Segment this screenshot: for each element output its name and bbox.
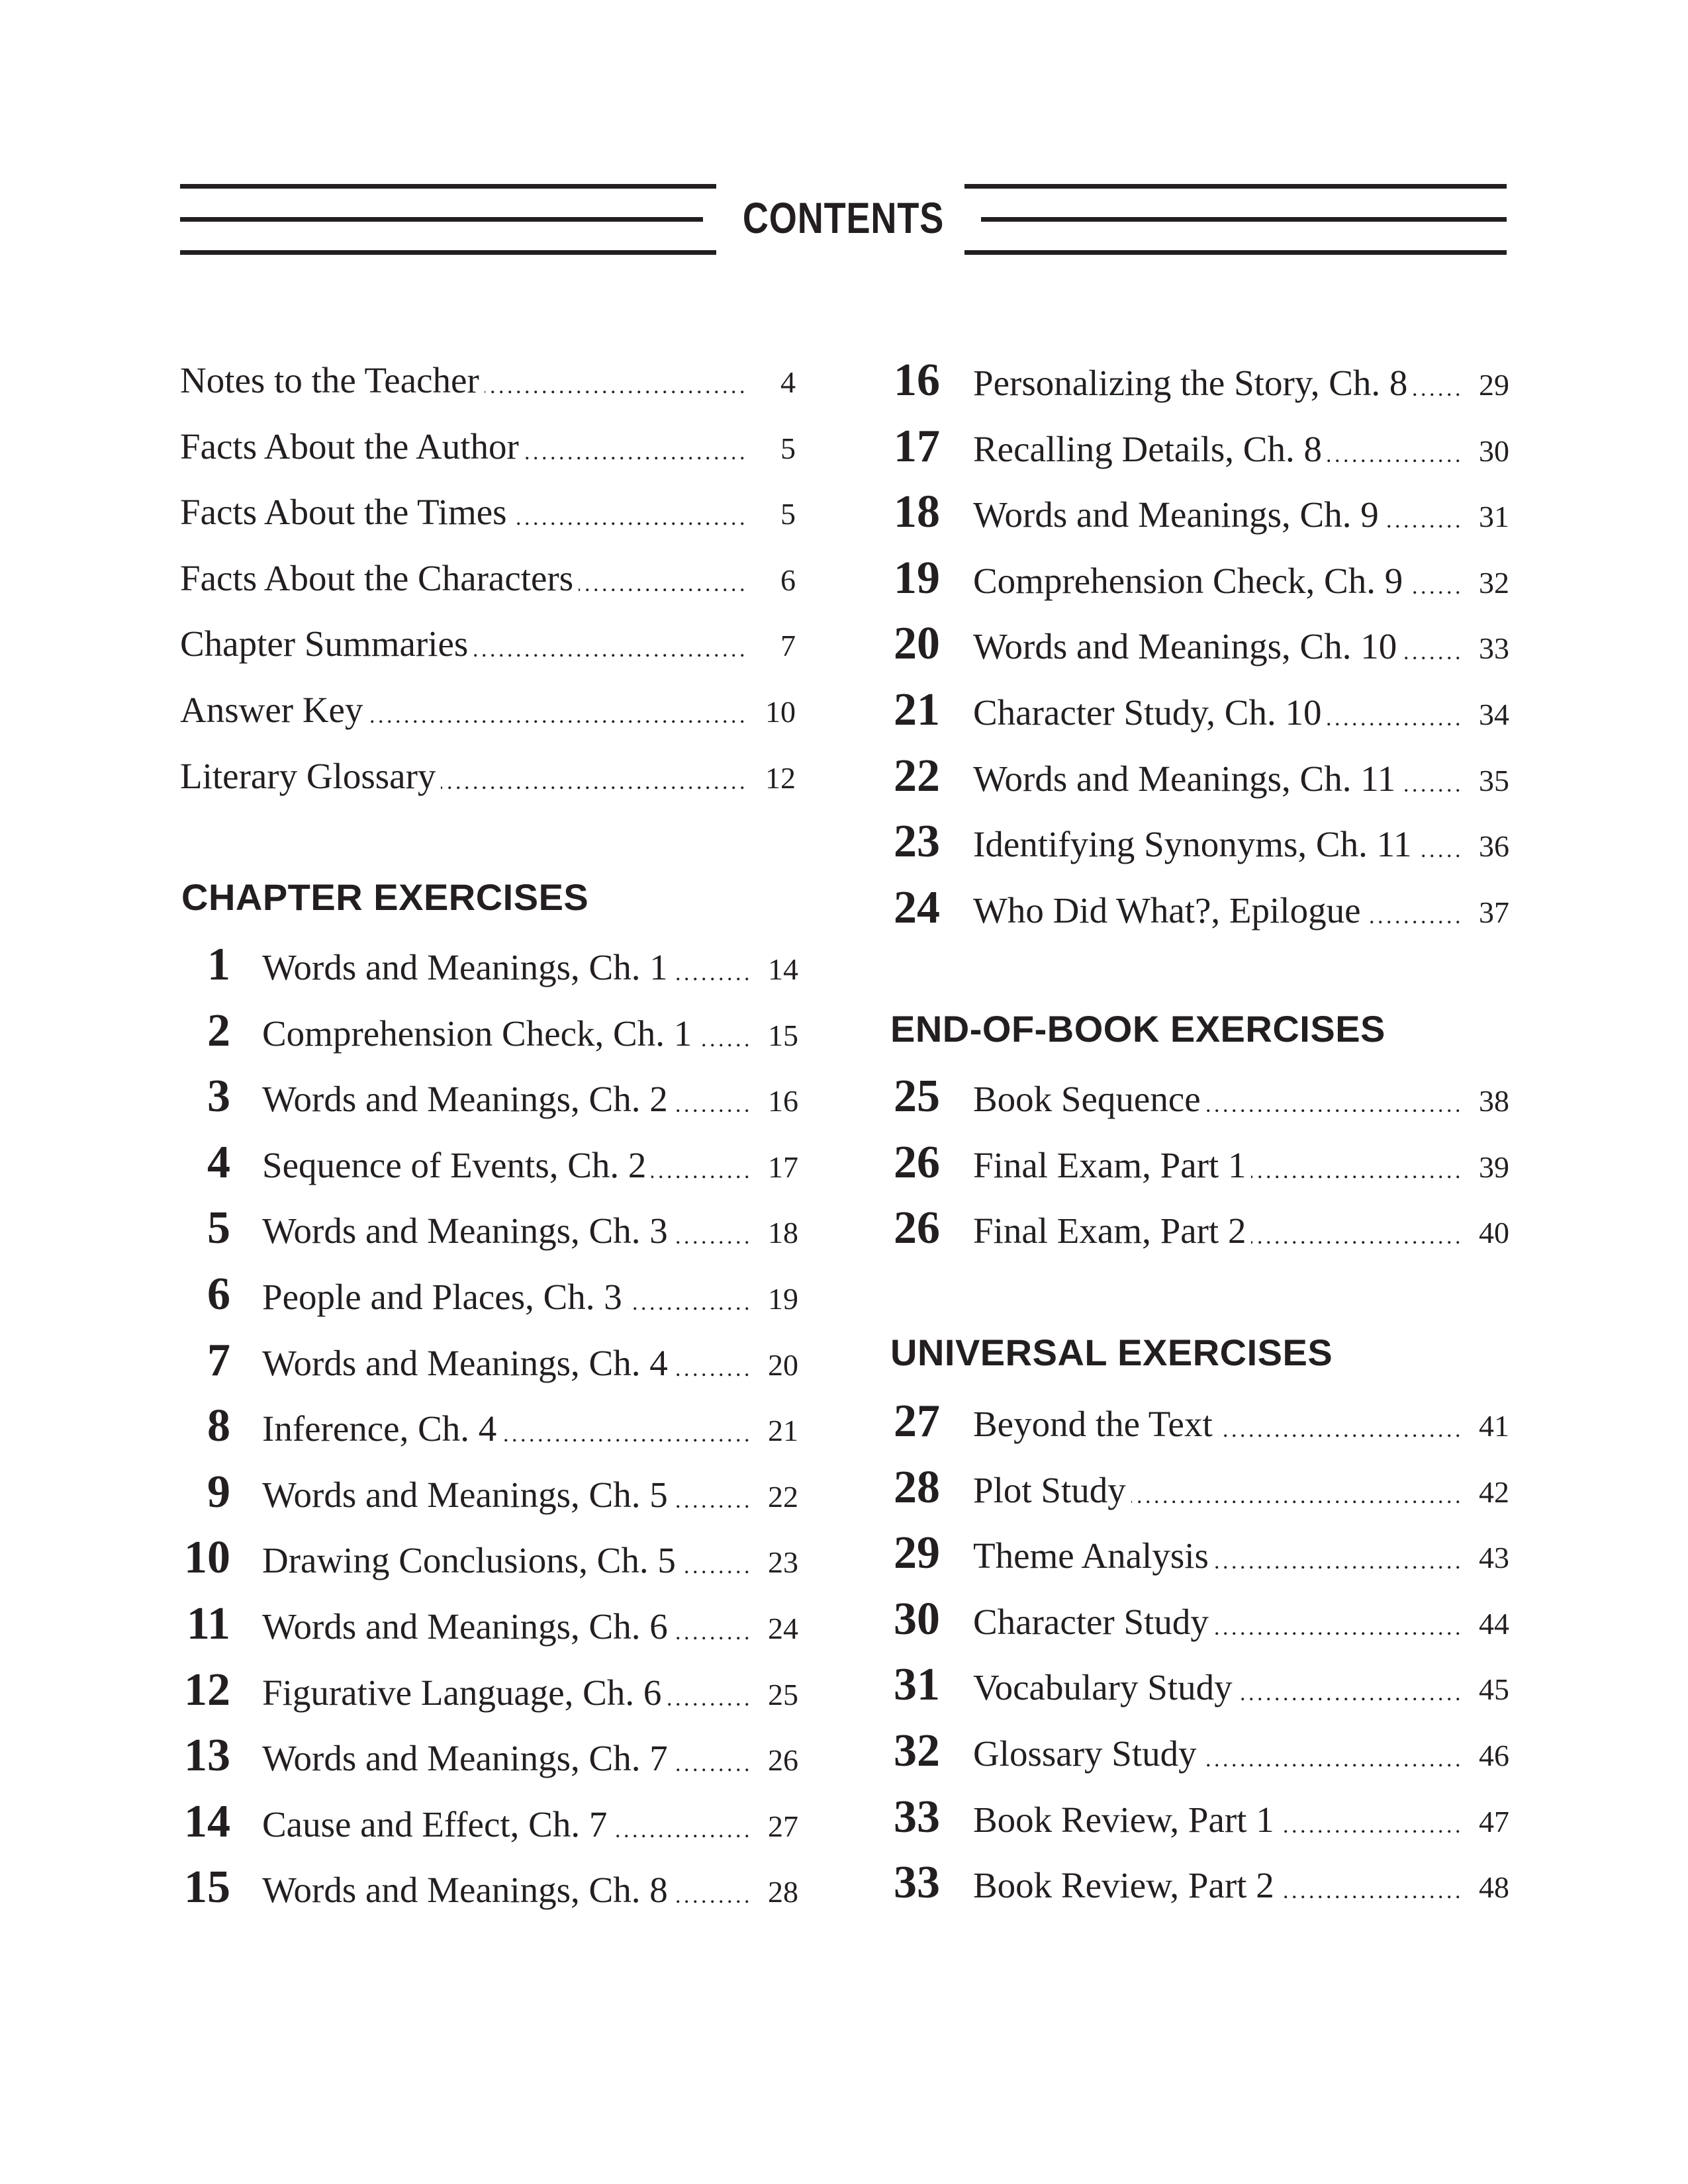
exercise-number: 18	[894, 486, 940, 538]
entry-title: Words and Meanings, Ch. 6 . . .	[262, 1600, 752, 1653]
exercise-number: 24	[894, 882, 940, 933]
toc-entry	[887, 486, 1509, 545]
exercise-number: 14	[184, 1796, 230, 1847]
toc-entry	[180, 938, 798, 998]
exercise-number: 27	[894, 1396, 940, 1447]
page-number: 6	[780, 563, 796, 597]
exercise-number: 1	[207, 939, 230, 990]
page-number: 34	[1479, 698, 1509, 731]
toc-entry	[180, 684, 796, 743]
exercise-number: 26	[894, 1136, 940, 1188]
entry-title: Words and Meanings, Ch. 8 . . .	[262, 1864, 752, 1917]
header-rule	[180, 184, 716, 189]
header-rule	[964, 184, 1507, 189]
entry-title: Words and Meanings, Ch. 10 . . .	[973, 620, 1463, 673]
toc-entry	[180, 420, 796, 480]
page-number: 21	[768, 1414, 798, 1448]
exercise-number: 20	[894, 618, 940, 670]
entry-title: Cause and Effect, Ch. 7 . . .	[262, 1798, 752, 1851]
header-rule	[964, 250, 1507, 255]
entry-title: Words and Meanings, Ch. 7 . . .	[262, 1732, 752, 1785]
toc-entry	[180, 1531, 798, 1591]
page-number: 35	[1479, 763, 1509, 797]
page-number: 4	[780, 365, 796, 399]
entry-title: Book Review, Part 2 . . .	[973, 1859, 1463, 1912]
chapter-exercises-heading: CHAPTER EXERCISES	[181, 876, 589, 918]
entry-title: Facts About the Author . . .	[180, 420, 749, 473]
entry-title: Who Did What?, Epilogue . . .	[973, 884, 1463, 937]
toc-entry	[887, 1659, 1509, 1718]
page-number: 27	[768, 1809, 798, 1843]
toc-entry	[180, 354, 796, 414]
page-number: 5	[780, 497, 796, 531]
exercise-number: 25	[894, 1071, 940, 1122]
toc-entry	[887, 1527, 1509, 1586]
toc-entry	[180, 1005, 798, 1064]
exercise-number: 17	[894, 420, 940, 472]
toc-entry	[887, 1202, 1509, 1261]
page-number: 19	[768, 1282, 798, 1316]
toc-entry	[180, 750, 796, 809]
page-number: 14	[768, 952, 798, 986]
page-number: 7	[780, 629, 796, 663]
page-number: 36	[1479, 829, 1509, 864]
page-number: 25	[768, 1677, 798, 1711]
toc-entry	[887, 552, 1509, 612]
exercise-number: 32	[894, 1725, 940, 1776]
entry-title: Drawing Conclusions, Ch. 5 . . .	[262, 1534, 752, 1587]
exercise-number: 33	[894, 1857, 940, 1909]
entry-title: Literary Glossary . . .	[180, 750, 749, 803]
page-number: 32	[1479, 565, 1509, 600]
page-number: 22	[768, 1479, 798, 1514]
page-number: 28	[768, 1875, 798, 1909]
entry-title: Final Exam, Part 1 . . .	[973, 1139, 1463, 1192]
entry-title: Comprehension Check, Ch. 1 . . .	[262, 1007, 752, 1060]
exercise-number: 9	[207, 1466, 230, 1518]
page-number: 33	[1479, 631, 1509, 666]
toc-entry	[887, 1791, 1509, 1850]
exercise-number: 21	[894, 684, 940, 735]
entry-title: Plot Study . . .	[973, 1464, 1463, 1517]
exercise-number: 22	[894, 750, 940, 801]
toc-entry	[887, 1593, 1509, 1653]
entry-title: Words and Meanings, Ch. 5 . . .	[262, 1469, 752, 1522]
entry-title: Beyond the Text . . .	[973, 1398, 1463, 1451]
entry-title: Book Sequence . . .	[973, 1073, 1463, 1126]
page-number: 37	[1479, 895, 1509, 929]
page-number: 29	[1479, 368, 1509, 402]
entry-title: Inference, Ch. 4 . . .	[262, 1402, 752, 1455]
page-number: 41	[1479, 1409, 1509, 1443]
page-number: 5	[780, 431, 796, 465]
entry-title: Recalling Details, Ch. 8 . . .	[973, 423, 1463, 476]
entry-title: Identifying Synonyms, Ch. 11 . . .	[973, 818, 1463, 871]
toc-entry	[180, 552, 796, 612]
toc-entry	[180, 1334, 798, 1394]
page-title: CONTENTS	[742, 193, 945, 242]
exercise-number: 2	[207, 1005, 230, 1056]
toc-entry	[180, 1070, 798, 1130]
toc-entry	[180, 1136, 798, 1196]
toc-entry	[887, 1461, 1509, 1521]
page-number: 23	[768, 1545, 798, 1580]
exercise-number: 4	[207, 1136, 230, 1188]
exercise-number: 11	[186, 1598, 230, 1649]
exercise-number: 15	[184, 1862, 230, 1913]
toc-entry	[887, 354, 1509, 414]
toc-entry	[180, 1664, 798, 1723]
toc-entry	[887, 684, 1509, 743]
exercise-number: 16	[894, 355, 940, 406]
entry-title: Words and Meanings, Ch. 3 . . .	[262, 1205, 752, 1257]
page-number: 30	[1479, 433, 1509, 468]
entry-title: People and Places, Ch. 3 . . .	[262, 1271, 752, 1324]
entry-title: Words and Meanings, Ch. 11 . . .	[973, 752, 1463, 805]
page-number: 48	[1479, 1870, 1509, 1905]
exercise-number: 23	[894, 816, 940, 868]
toc-entry	[180, 1268, 798, 1328]
end-of-book-heading: END-OF-BOOK EXERCISES	[890, 1008, 1385, 1050]
toc-entry	[180, 1202, 798, 1261]
page-number: 12	[765, 760, 796, 795]
entry-title: Character Study, Ch. 10 . . .	[973, 686, 1463, 739]
exercise-number: 13	[184, 1730, 230, 1782]
toc-entry	[180, 1598, 798, 1657]
entry-title: Chapter Summaries . . .	[180, 617, 749, 670]
exercise-number: 30	[894, 1593, 940, 1645]
exercise-number: 29	[894, 1527, 940, 1579]
entry-title: Sequence of Events, Ch. 2 . . .	[262, 1139, 752, 1192]
page-number: 15	[768, 1018, 798, 1052]
entry-title: Words and Meanings, Ch. 9 . . .	[973, 488, 1463, 541]
toc-entry	[887, 882, 1509, 941]
page-number: 20	[768, 1347, 798, 1382]
page-number: 31	[1479, 500, 1509, 534]
page-number: 40	[1479, 1216, 1509, 1250]
page-number: 39	[1479, 1150, 1509, 1184]
toc-entry	[887, 815, 1509, 875]
page-number: 26	[768, 1743, 798, 1778]
exercise-number: 28	[894, 1461, 940, 1513]
exercise-number: 33	[894, 1791, 940, 1843]
exercise-number: 19	[894, 552, 940, 604]
toc-entry	[887, 420, 1509, 480]
entry-title: Book Review, Part 1 . . .	[973, 1794, 1463, 1846]
exercise-number: 12	[184, 1664, 230, 1715]
exercise-number: 8	[207, 1400, 230, 1452]
toc-entry	[180, 617, 796, 677]
page-number: 24	[768, 1612, 798, 1645]
toc-entry	[887, 1856, 1509, 1916]
entry-title: Figurative Language, Ch. 6 . . .	[262, 1666, 752, 1719]
entry-title: Notes to the Teacher . . .	[180, 354, 749, 407]
exercise-number: 7	[207, 1334, 230, 1386]
exercise-number: 5	[207, 1203, 230, 1254]
header-rule	[180, 250, 716, 255]
contents-header	[180, 184, 1507, 257]
page-number: 43	[1479, 1541, 1509, 1575]
page-number: 10	[765, 695, 796, 729]
toc-entry	[180, 486, 796, 545]
page-number: 38	[1479, 1084, 1509, 1118]
exercise-number: 3	[207, 1071, 230, 1122]
toc-entry	[887, 750, 1509, 809]
entry-title: Comprehension Check, Ch. 9 . . .	[973, 555, 1463, 608]
entry-title: Character Study . . .	[973, 1596, 1463, 1649]
toc-entry	[887, 617, 1509, 677]
page-number: 47	[1479, 1804, 1509, 1839]
entry-title: Theme Analysis . . .	[973, 1529, 1463, 1582]
entry-title: Personalizing the Story, Ch. 8 . . .	[973, 357, 1463, 410]
toc-entry	[180, 1400, 798, 1459]
entry-title: Facts About the Times . . .	[180, 486, 749, 539]
entry-title: Final Exam, Part 2 . . .	[973, 1205, 1463, 1257]
toc-entry	[887, 1136, 1509, 1196]
page-number: 16	[768, 1084, 798, 1118]
universal-exercises-heading: UNIVERSAL EXERCISES	[890, 1332, 1333, 1373]
entry-title: Words and Meanings, Ch. 2 . . .	[262, 1073, 752, 1126]
page-number: 46	[1479, 1739, 1509, 1772]
page-number: 42	[1479, 1475, 1509, 1509]
toc-entry	[180, 1729, 798, 1789]
entry-title: Answer Key . . .	[180, 684, 749, 737]
entry-title: Words and Meanings, Ch. 4 . . .	[262, 1337, 752, 1390]
page-number: 18	[768, 1216, 798, 1250]
page-number: 17	[768, 1150, 798, 1184]
exercise-number: 31	[894, 1659, 940, 1711]
page-number: 44	[1479, 1606, 1509, 1641]
entry-title: Words and Meanings, Ch. 1 . . .	[262, 941, 752, 994]
entry-title: Vocabulary Study . . .	[973, 1661, 1463, 1714]
toc-entry	[887, 1395, 1509, 1455]
exercise-number: 6	[207, 1269, 230, 1320]
toc-entry	[180, 1861, 798, 1921]
entry-title: Glossary Study . . .	[973, 1727, 1463, 1780]
toc-entry	[887, 1725, 1509, 1784]
toc-entry	[180, 1466, 798, 1525]
toc-entry	[180, 1796, 798, 1855]
entry-title: Facts About the Characters . . .	[180, 552, 749, 605]
exercise-number: 26	[894, 1203, 940, 1254]
page-number: 45	[1479, 1672, 1509, 1707]
toc-entry	[887, 1070, 1509, 1130]
exercise-number: 10	[184, 1532, 230, 1584]
